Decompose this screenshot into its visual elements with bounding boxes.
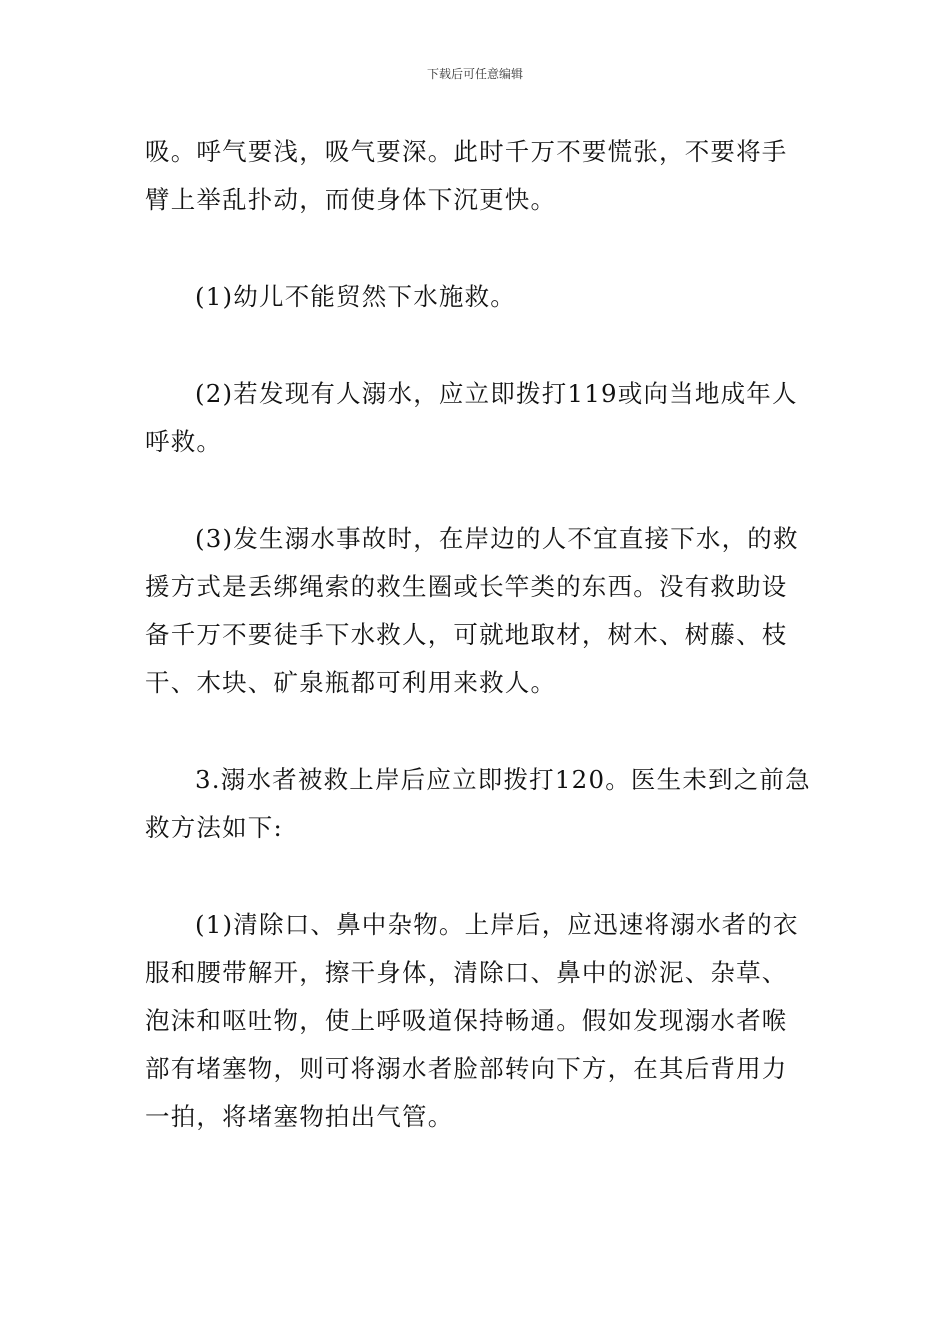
paragraph-continuation: 吸。呼气要浅，吸气要深。此时千万不要慌张，不要将手臂上举乱扑动，而使身体下沉更快。 [145,137,788,214]
document-body [145,128,811,1190]
paragraph-rescue-1: (1)幼儿不能贸然下水施救。 [195,282,517,311]
paragraph-rescue-3: (3)发生溺水事故时，在岸边的人不宜直接下水，的救援方式是丢绑绳索的救生圈或长竿类的东西。没有救助设备千万不要徒手下水救人，可就地取材，树木、树藤、枝干、木块、矿泉瓶都可利用来救人。 [145,524,799,697]
page-header: 下载后可任意编辑 [426,67,523,81]
paragraph-rescue-2: (2)若发现有人溺水，应立即拨打119或向当地成年人呼救。 [145,379,798,456]
paragraph-section-3: 3.溺水者被救上岸后应立即拨打120。医生未到之前急救方法如下: [145,765,811,842]
paragraph-first-aid-1: (1)清除口、鼻中杂物。上岸后，应迅速将溺水者的衣服和腰带解开，擦干身体，清除口、鼻中的淤泥、杂草、泡沫和呕吐物，使上呼吸道保持畅通。假如发现溺水者喉部有堵塞物，则可将溺水者脸部转向下方，在其后背用力一拍，将堵塞物拍出气管。 [145,910,799,1131]
